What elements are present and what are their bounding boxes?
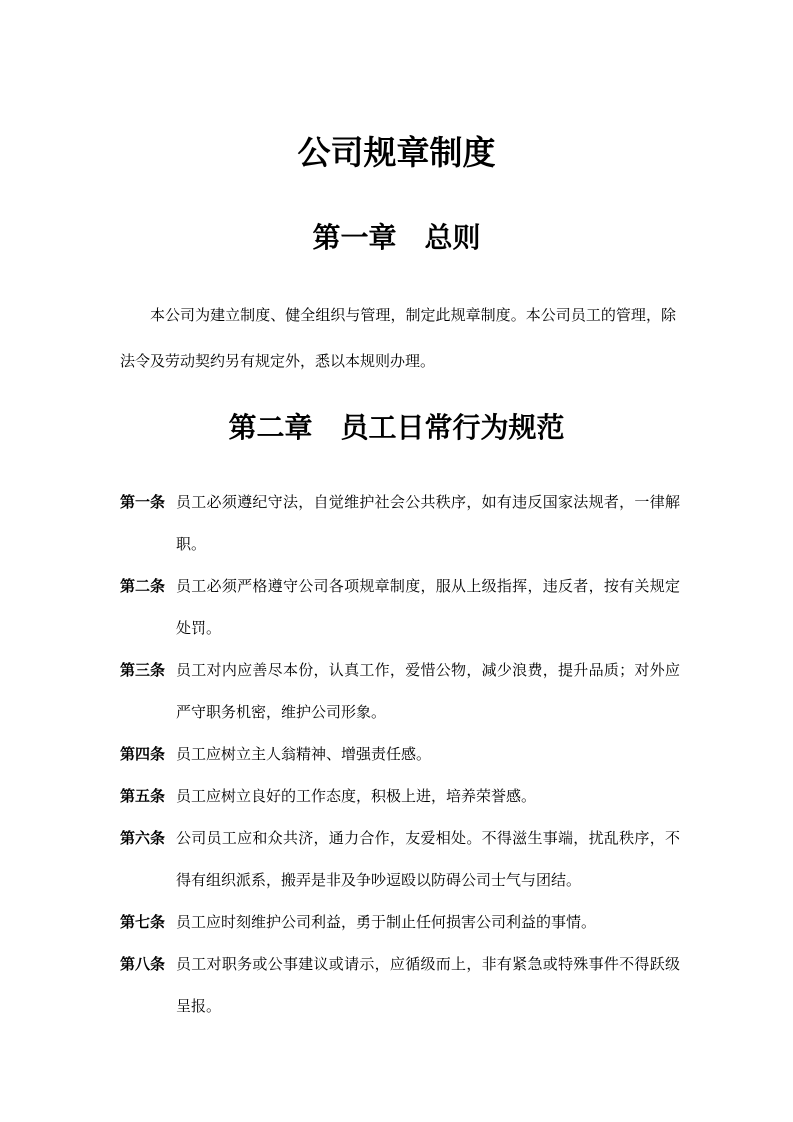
article-item xyxy=(120,817,680,901)
document-title: 公司规章制度 xyxy=(297,133,496,172)
article-text: 员工应时刻维护公司利益，勇于制止任何损害公司利益的事情。 xyxy=(176,913,597,931)
article-number: 第一条 xyxy=(120,493,166,511)
article-number: 第五条 xyxy=(120,787,166,805)
article-text: 员工必须严格遵守公司各项规章制度，服从上级指挥，违反者，按有关规定处罚。 xyxy=(176,577,680,637)
article-text: 员工对内应善尽本份，认真工作，爱惜公物，减少浪费，提升品质；对外应严守职务机密，维护公司形象。 xyxy=(176,661,680,721)
article-number: 第四条 xyxy=(120,745,166,763)
chapter-1-paragraph: 本公司为建立制度、健全组织与管理，制定此规章制度。本公司员工的管理，除法令及劳动契约另有规定外，悉以本规则办理。 xyxy=(120,306,676,370)
article-number: 第六条 xyxy=(120,829,166,847)
article-item xyxy=(120,733,680,775)
article-number: 第七条 xyxy=(120,913,166,931)
article-item xyxy=(120,943,680,1027)
article-item xyxy=(120,565,680,649)
article-text: 员工应树立良好的工作态度，积极上进，培养荣誉感。 xyxy=(176,787,537,805)
article-text: 公司员工应和众共济，通力合作，友爱相处。不得滋生事端，扰乱秩序，不得有组织派系，搬弄是非及争吵逗殴以防碍公司士气与团结。 xyxy=(176,829,680,889)
chapter-2-heading: 第二章 员工日常行为规范 xyxy=(228,411,565,444)
article-number: 第三条 xyxy=(120,661,166,679)
article-number: 第八条 xyxy=(120,955,166,973)
article-number: 第二条 xyxy=(120,577,166,595)
chapter-1-heading: 第一章 总则 xyxy=(312,221,481,254)
article-item xyxy=(120,901,680,943)
article-item xyxy=(120,481,680,565)
article-text: 员工必须遵纪守法，自觉维护社会公共秩序，如有违反国家法规者，一律解职。 xyxy=(176,493,680,553)
article-list xyxy=(120,481,680,1027)
article-item xyxy=(120,775,680,817)
article-text: 员工应树立主人翁精神、增强责任感。 xyxy=(176,745,432,763)
article-text: 员工对职务或公事建议或请示，应循级而上，非有紧急或特殊事件不得跃级呈报。 xyxy=(176,955,680,1015)
article-item xyxy=(120,649,680,733)
